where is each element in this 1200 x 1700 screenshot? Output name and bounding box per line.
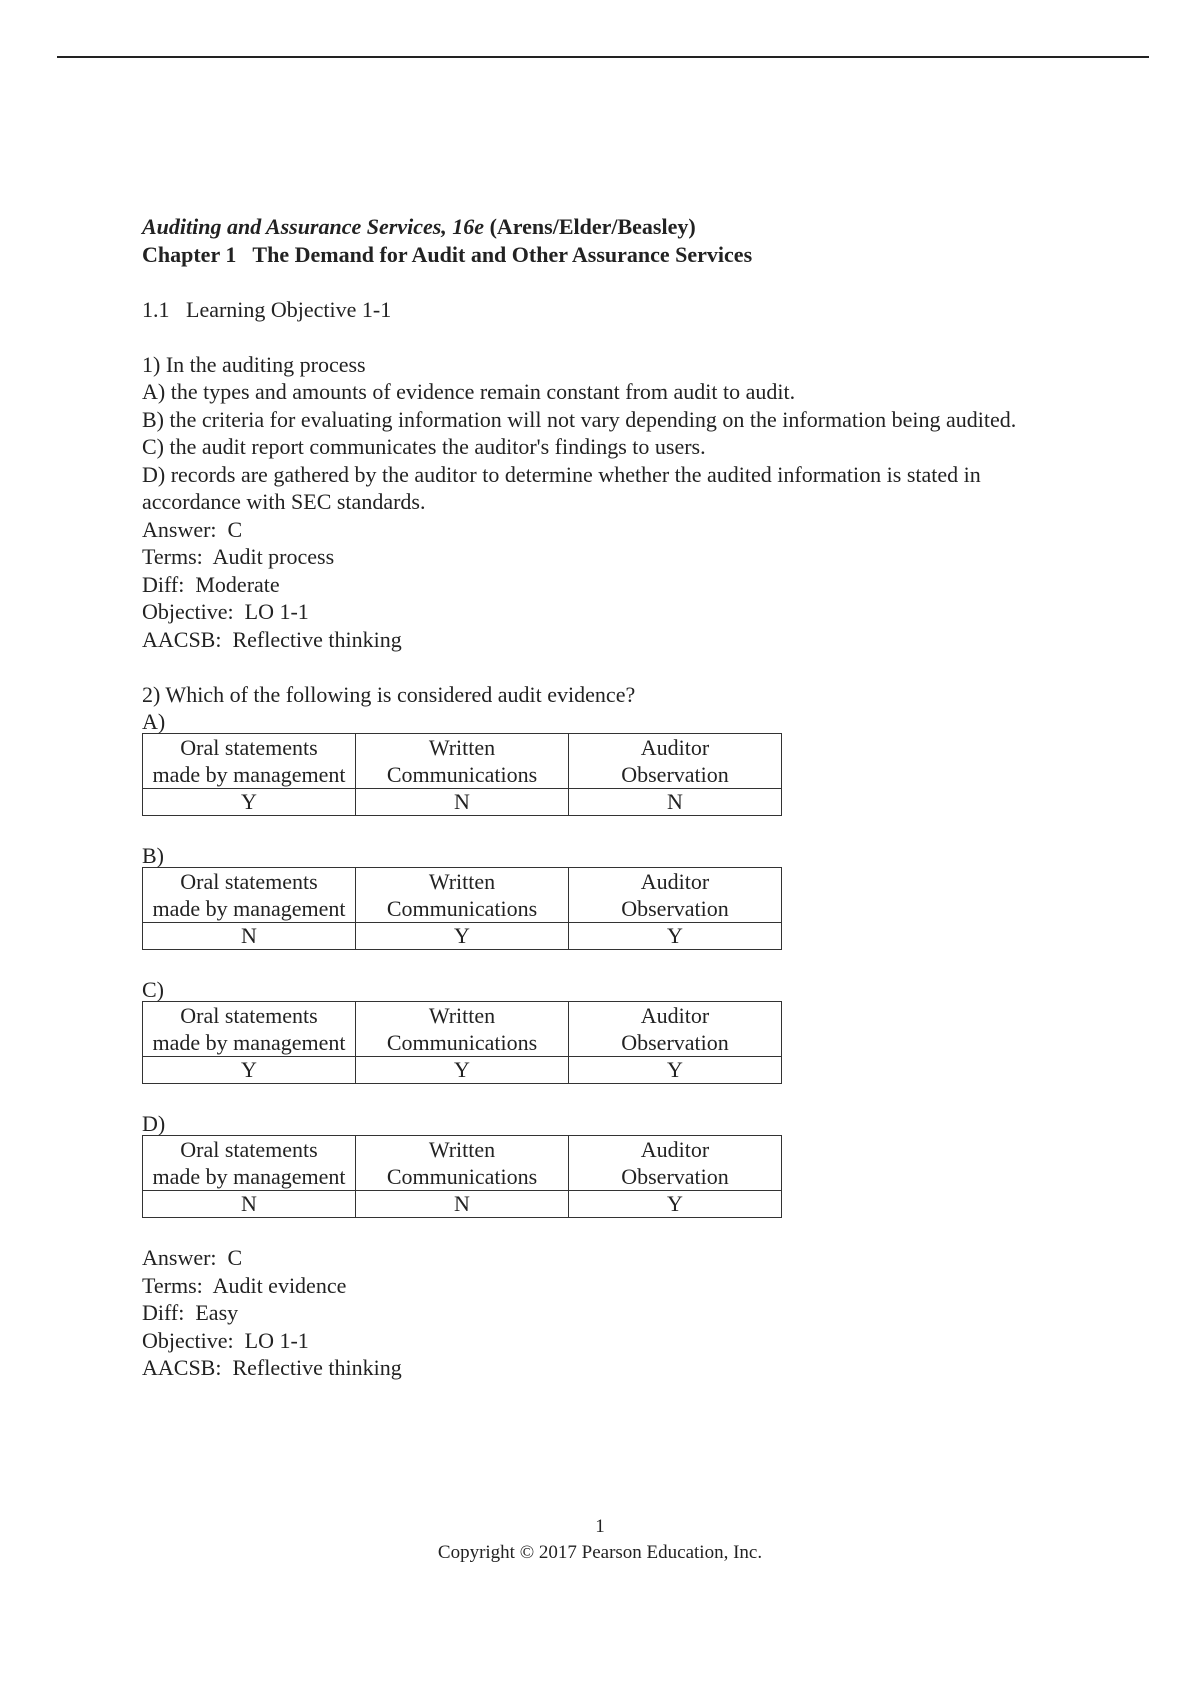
q1-option-d: D) records are gathered by the auditor to determine whether the audited information is stated in accordance with SEC standards.	[142, 461, 981, 514]
value-observation: Y	[569, 923, 782, 950]
q2-option-c-table	[142, 1001, 782, 1084]
value-written: N	[356, 1191, 569, 1218]
value-oral: N	[143, 923, 356, 950]
q2-option-b-label: B)	[142, 843, 164, 868]
q1-diff: Diff: Moderate	[142, 571, 280, 597]
header-oral: Oral statements made by management	[143, 1002, 356, 1057]
q2-aacsb: AACSB: Reflective thinking	[142, 1355, 402, 1380]
q2-terms: Terms: Audit evidence	[142, 1272, 347, 1298]
header-observation: Auditor Observation	[569, 1136, 782, 1191]
value-observation: Y	[569, 1057, 782, 1084]
q1-terms: Terms: Audit process	[142, 544, 335, 569]
chapter-title: Chapter 1 The Demand for Audit and Other Assurance Services	[142, 241, 753, 267]
top-rule	[57, 56, 1149, 58]
q2-answer: Answer: C	[142, 1245, 243, 1270]
header-written: Written Communications	[356, 1002, 569, 1057]
q1-aacsb: AACSB: Reflective thinking	[142, 626, 402, 652]
q1-option-a: A) the types and amounts of evidence remain constant from audit to audit.	[142, 379, 796, 404]
header-oral: Oral statements made by management	[143, 868, 356, 923]
q2-objective: Objective: LO 1-1	[142, 1327, 309, 1353]
value-written: Y	[356, 1057, 569, 1084]
header-observation: Auditor Observation	[569, 1002, 782, 1057]
book-title-italic: Auditing and Assurance Services, 16e	[142, 214, 485, 239]
book-authors: (Arens/Elder/Beasley)	[489, 214, 696, 239]
header-oral: Oral statements made by management	[143, 1136, 356, 1191]
q1-objective: Objective: LO 1-1	[142, 599, 309, 624]
value-written: N	[356, 789, 569, 816]
value-oral: N	[143, 1191, 356, 1218]
header-written: Written Communications	[356, 868, 569, 923]
q2-diff: Diff: Easy	[142, 1300, 239, 1325]
q1-stem: 1) In the auditing process	[142, 351, 366, 377]
copyright: Copyright © 2017 Pearson Education, Inc.	[437, 1542, 763, 1563]
q2-stem: 2) Which of the following is considered audit evidence?	[142, 681, 636, 707]
value-observation: Y	[569, 1191, 782, 1218]
value-oral: Y	[143, 789, 356, 816]
q2-option-d-label: D)	[142, 1111, 166, 1136]
header-observation: Auditor Observation	[569, 734, 782, 789]
value-oral: Y	[143, 1057, 356, 1084]
page-number: 1	[595, 1516, 605, 1537]
value-observation: N	[569, 789, 782, 816]
q2-option-a-label: A)	[142, 709, 166, 734]
q1-option-b: B) the criteria for evaluating information will not vary depending on the information being audited.	[142, 406, 1017, 432]
header-written: Written Communications	[356, 1136, 569, 1191]
q2-option-a-table	[142, 733, 782, 816]
q2-option-b-table	[142, 867, 782, 950]
q2-option-d-table	[142, 1135, 782, 1218]
header-observation: Auditor Observation	[569, 868, 782, 923]
q2-option-c-label: C)	[142, 977, 164, 1002]
book-title	[142, 213, 1072, 241]
header-written: Written Communications	[356, 734, 569, 789]
header-oral: Oral statements made by management	[143, 734, 356, 789]
section-label: 1.1 Learning Objective 1-1	[142, 296, 392, 322]
value-written: Y	[356, 923, 569, 950]
q1-option-c: C) the audit report communicates the auditor's findings to users.	[142, 434, 706, 459]
document-body	[142, 213, 1072, 1382]
q1-answer: Answer: C	[142, 516, 243, 542]
